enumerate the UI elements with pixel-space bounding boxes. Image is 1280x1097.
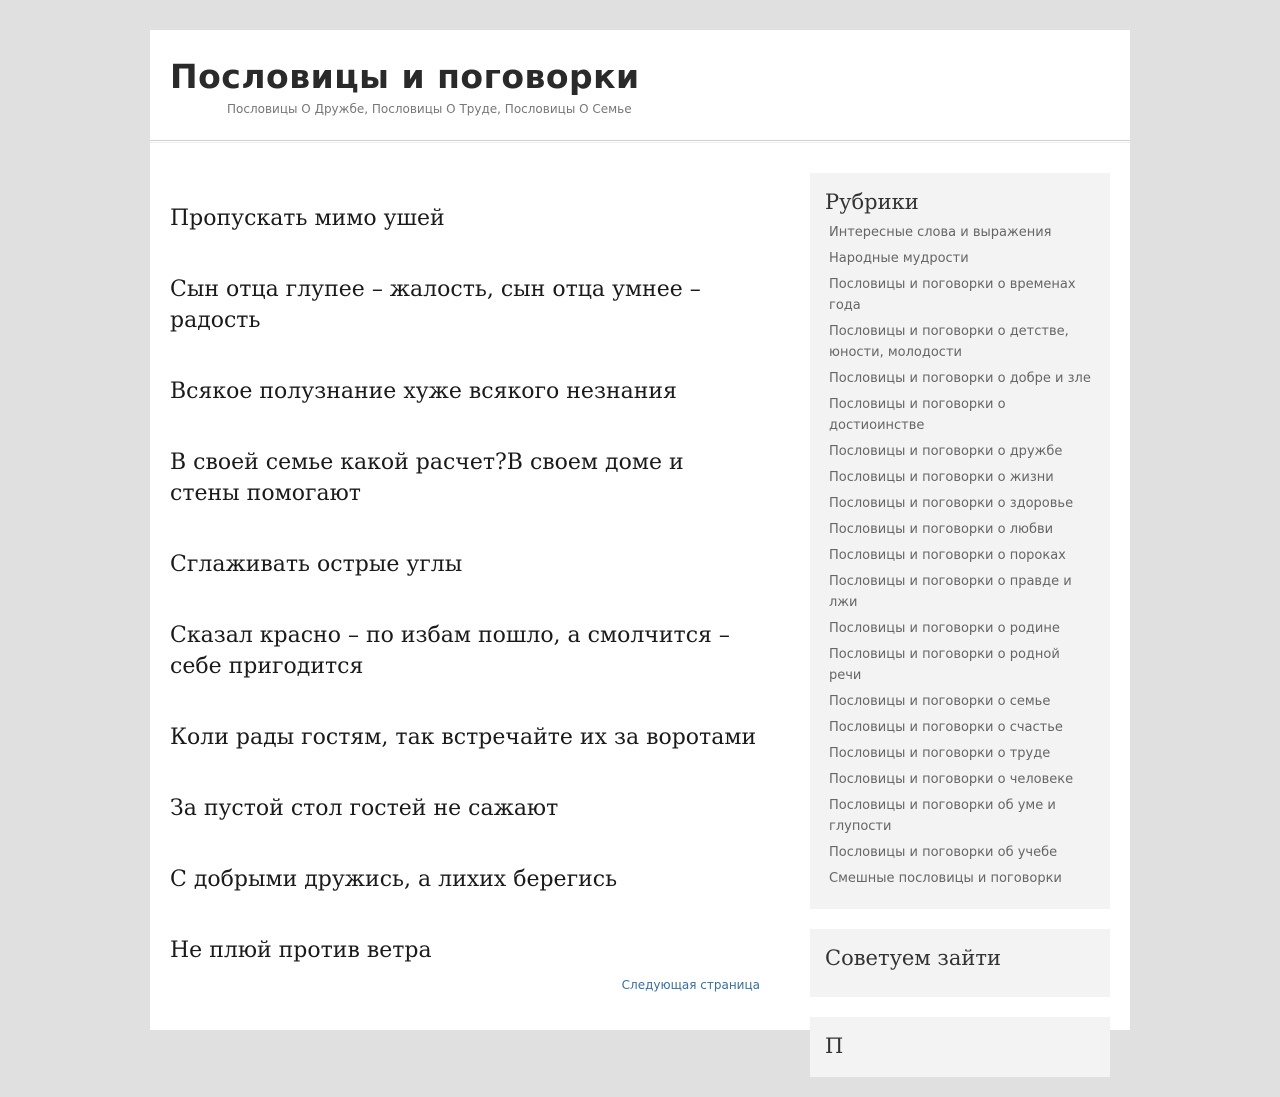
- post-title: [170, 203, 760, 274]
- site-title-link[interactable]: Пословицы и поговорки: [170, 57, 640, 96]
- categories-list: [825, 222, 1095, 889]
- category-link[interactable]: Пословицы и поговорки о родине: [829, 621, 1060, 636]
- post-title: [170, 376, 760, 447]
- categories-title: Рубрики: [825, 190, 919, 214]
- third-widget: [810, 1017, 1110, 1077]
- category-link[interactable]: Пословицы и поговорки о семье: [829, 694, 1051, 709]
- post-link[interactable]: Всякое полузнание хуже всякого незнания: [170, 379, 677, 404]
- category-link[interactable]: Пословицы и поговорки о дружбе: [829, 444, 1063, 459]
- category-link[interactable]: Пословицы и поговорки о родной речи: [829, 647, 1060, 683]
- category-item: [829, 571, 1095, 613]
- next-page-link[interactable]: Следующая страница: [621, 978, 760, 992]
- post-link[interactable]: Пропускать мимо ушей: [170, 206, 445, 231]
- post-title: [170, 864, 760, 935]
- post-title: [170, 722, 760, 793]
- post-title: [170, 793, 760, 864]
- category-item: [829, 769, 1095, 790]
- category-item: [829, 868, 1095, 889]
- category-link[interactable]: Пословицы и поговорки о достиоинстве: [829, 397, 1006, 433]
- post-link[interactable]: Сказал красно – по избам пошло, а смолчится – себе пригодится: [170, 623, 730, 679]
- post-title: [170, 549, 760, 620]
- category-item: [829, 394, 1095, 436]
- category-link[interactable]: Пословицы и поговорки об учебе: [829, 845, 1058, 860]
- category-link[interactable]: Пословицы и поговорки об уме и глупости: [829, 798, 1056, 834]
- recommend-title: Советуем зайти: [825, 946, 1001, 970]
- post-title: [170, 620, 760, 722]
- category-link[interactable]: Пословицы и поговорки о жизни: [829, 470, 1054, 485]
- post-link[interactable]: Коли рады гостям, так встречайте их за воротами: [170, 725, 757, 750]
- category-link[interactable]: Интересные слова и выражения: [829, 225, 1052, 240]
- category-link[interactable]: Пословицы и поговорки о счастье: [829, 720, 1063, 735]
- category-link[interactable]: Пословицы и поговорки о труде: [829, 746, 1051, 761]
- category-item: [829, 795, 1095, 837]
- post-link[interactable]: Сглаживать острые углы: [170, 552, 463, 577]
- post-link[interactable]: Сын отца глупее – жалость, сын отца умнее – радость: [170, 277, 701, 333]
- post-link[interactable]: За пустой стол гостей не сажают: [170, 796, 559, 821]
- category-item: [829, 743, 1095, 764]
- category-link[interactable]: Пословицы и поговорки о добре и зле: [829, 371, 1091, 386]
- category-item: [829, 441, 1095, 462]
- recommend-widget: [810, 929, 1110, 997]
- site-description: Пословицы О Дружбе, Пословицы О Труде, Пословицы О Семье: [227, 102, 632, 116]
- category-item: [829, 842, 1095, 863]
- category-link[interactable]: Пословицы и поговорки о временах года: [829, 277, 1076, 313]
- category-link[interactable]: Пословицы и поговорки о любви: [829, 522, 1054, 537]
- category-link[interactable]: Пословицы и поговорки о детстве, юности, молодости: [829, 324, 1069, 360]
- categories-widget: [810, 173, 1110, 909]
- page-container: [150, 30, 1130, 1058]
- category-item: [829, 248, 1095, 269]
- category-link[interactable]: Пословицы и поговорки о здоровье: [829, 496, 1074, 511]
- category-link[interactable]: Народные мудрости: [829, 251, 969, 266]
- post-title: [170, 274, 760, 376]
- sidebar: [810, 173, 1110, 1097]
- category-item: [829, 717, 1095, 738]
- category-item: [829, 519, 1095, 540]
- category-link[interactable]: Пословицы и поговорки о человеке: [829, 772, 1074, 787]
- category-item: [829, 618, 1095, 639]
- category-item: [829, 222, 1095, 243]
- category-item: [829, 274, 1095, 316]
- category-item: [829, 644, 1095, 686]
- category-link[interactable]: Пословицы и поговорки о пороках: [829, 548, 1066, 563]
- category-item: [829, 467, 1095, 488]
- post-title: [170, 447, 760, 549]
- category-link[interactable]: Пословицы и поговорки о правде и лжи: [829, 574, 1072, 610]
- post-link[interactable]: С добрыми дружись, а лихих берегись: [170, 867, 618, 892]
- post-link[interactable]: Не плюй против ветра: [170, 938, 432, 963]
- category-link[interactable]: Смешные пословицы и поговорки: [829, 871, 1062, 886]
- posts-list: [170, 173, 760, 1006]
- category-item: [829, 691, 1095, 712]
- third-widget-title: П: [825, 1034, 844, 1058]
- post-link[interactable]: В своей семье какой расчет?В своем доме и стены помогают: [170, 450, 684, 506]
- category-item: [829, 545, 1095, 566]
- post-title: [170, 935, 760, 1006]
- category-item: [829, 368, 1095, 389]
- category-item: [829, 493, 1095, 514]
- site-header: [150, 30, 1130, 141]
- category-item: [829, 321, 1095, 363]
